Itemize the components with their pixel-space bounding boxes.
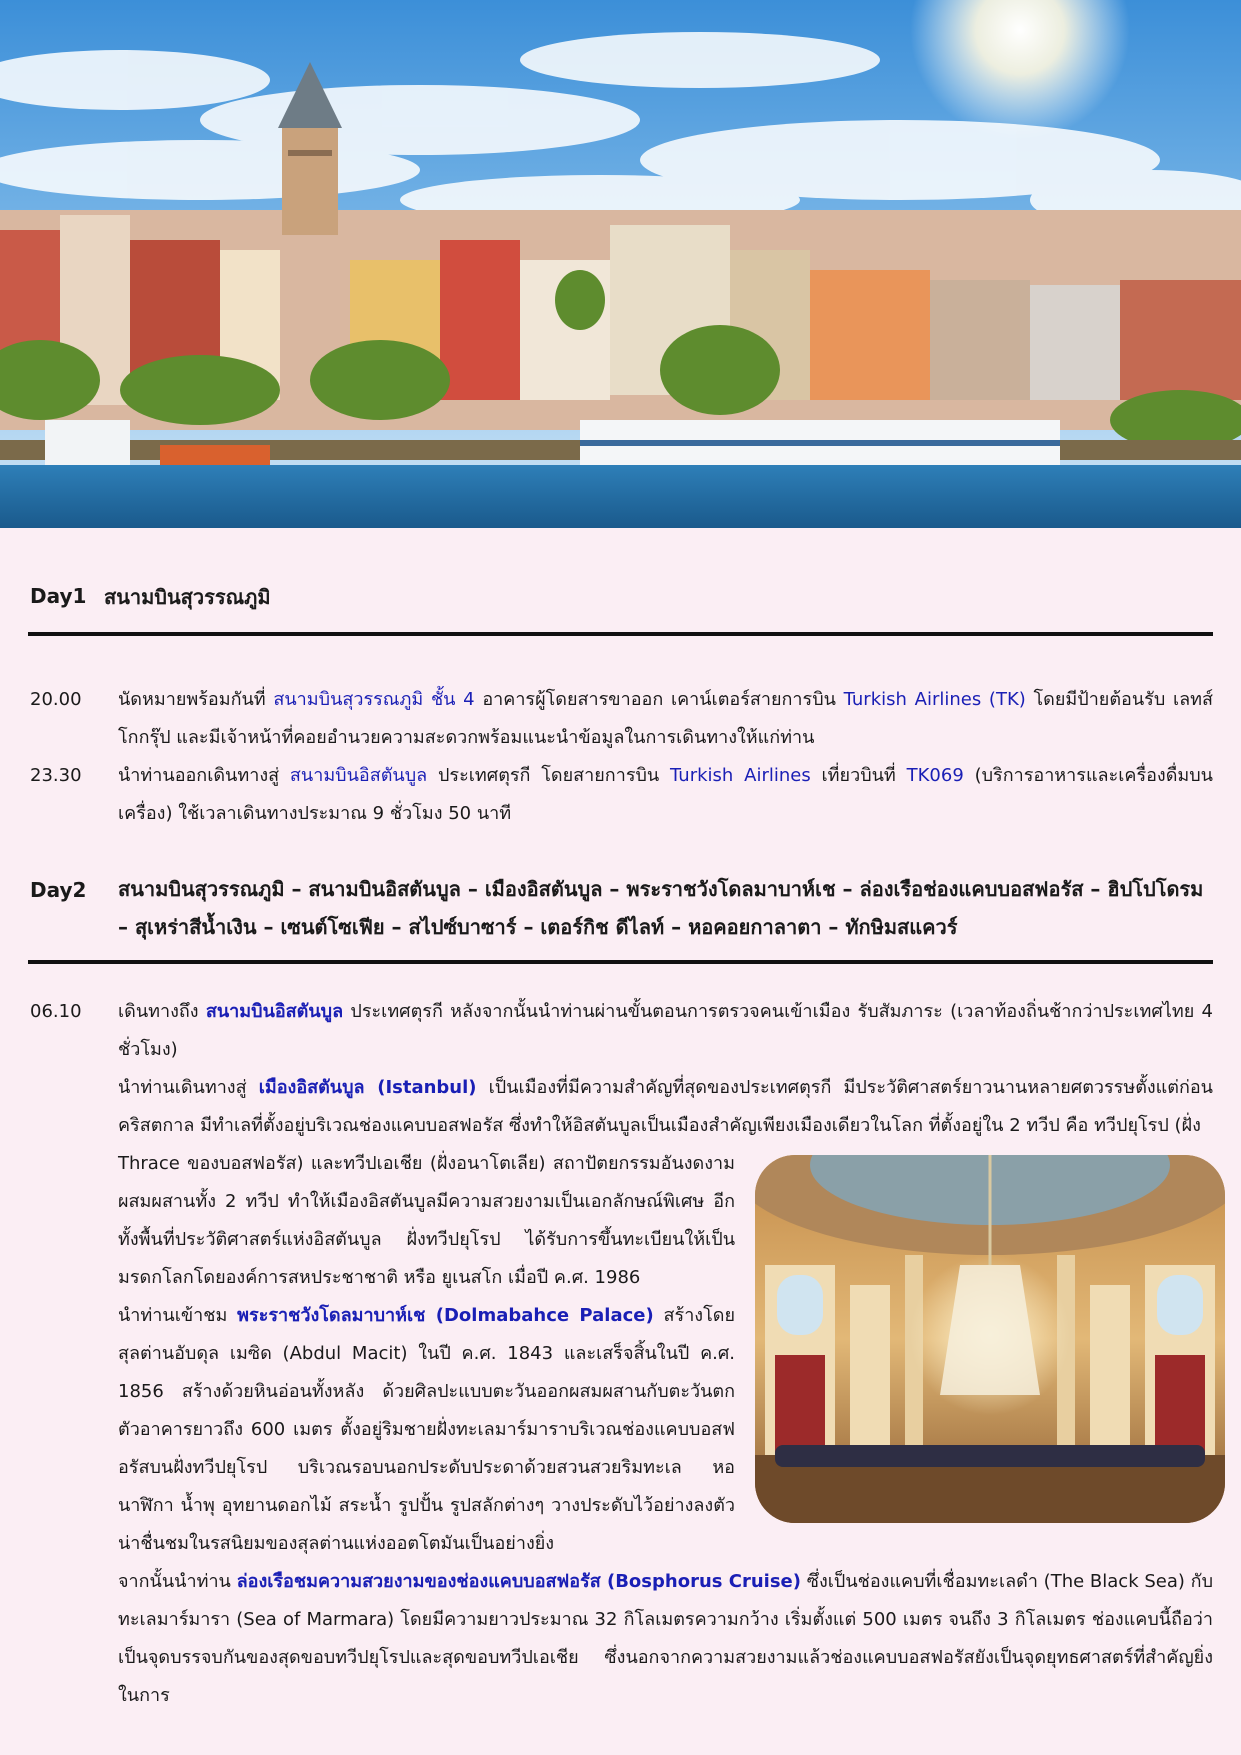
day2-entry-0610 <box>28 993 1213 1069</box>
itinerary-content <box>0 528 1241 1755</box>
airline-link: Turkish Airlines (TK) <box>843 689 1026 710</box>
istanbul-link: เมืองอิสตันบูล (Istanbul) <box>258 1077 477 1098</box>
airport-link: สนามบินอิสตันบูล <box>289 765 428 786</box>
day2-title: สนามบินสุวรรณภูมิ – สนามบินอิสตันบูล – เมืองอิสตันบูล – พระราชวังโดลมาบาห์เช – ล่องเรือช่องแคบบอสฟอรัส – ฮิปโปโดรม – สุเหร่าสีน้ำเงิน – เซนต์โซเฟีย – สไปซ์บาซาร์ – เตอร์กิช ดีไลท์ – หอคอยกาลาตา – ทักษิมสแควร์ <box>118 877 1204 939</box>
day2-label: Day2 <box>30 878 87 902</box>
palace-paragraph: นำท่านเข้าชม พระราชวังโดลมาบาห์เช (Dolmabahce Palace) สร้างโดยสุลต่านอับดุล เมซิด (Abdul Macit) ในปี ค.ศ. 1843 และเสร็จสิ้นในปี ค.ศ. 1856 สร้างด้วยหินอ่อนทั้งหลัง ด้วยศิลปะแบบตะวันออกผสมผสานกับตะวันตก ตัวอาคารยาวถึง 600 เมตร ตั้งอยู่ริมชายฝั่งทะเลมาร์มาราบริเวณช่องแคบบอสฟอรัสบนฝั่งทวีปยุโรป บริเวณรอบนอกประดับประดาด้วยสวนสวยริมทะเล หอนาฬิกา น้ำพุ อุทยานดอกไม้ สระน้ำ รูปปั้น รูปสลักต่างๆ วางประดับไว้อย่างลงตัวน่าชื่นชมในรสนิยมของสุลต่านแห่งออตโตมันเป็นอย่างยิ่ง <box>118 1305 735 1554</box>
entry-time: 23.30 <box>30 765 82 786</box>
cruise-link: ล่องเรือชมความสวยงามของช่องแคบบอสฟอรัส (Bosphorus Cruise) <box>236 1571 801 1592</box>
airport-link: สนามบินสุวรรณภูมิ ชั้น 4 <box>273 689 475 710</box>
entry-time: 20.00 <box>30 689 82 710</box>
airline-link: Turkish Airlines <box>670 765 811 786</box>
dolmabahce-palace-photo <box>755 1155 1225 1523</box>
entry-text: นำท่านออกเดินทางสู่ สนามบินอิสตันบูล ประเทศตุรกี โดยสายการบิน Turkish Airlines เที่ยวบินที่ TK069 (บริการอาหารและเครื่องดื่มบนเครื่อง) ใช้เวลาเดินทางประมาณ 9 ชั่วโมง 50 นาที <box>118 765 1213 824</box>
palace-link: พระราชวังโดลมาบาห์เช (Dolmabahce Palace) <box>237 1305 654 1326</box>
flight-number: TK069 <box>906 765 964 786</box>
day1-label: Day1 <box>30 584 87 608</box>
istanbul-paragraph: นำท่านเดินทางสู่ เมืองอิสตันบูล (Istanbul) เป็นเมืองที่มีความสำคัญที่สุดของประเทศตุรกี มีประวัติศาสตร์ยาวนานหลายศตวรรษตั้งแต่ก่อนคริสตกาล มีทำเลที่ตั้งอยู่บริเวณช่องแคบบอสฟอรัส ซึ่งทำให้อิสตันบูลเป็นเมืองสำคัญเพียงเมืองเดียวในโลก ที่ตั้งอยู่ใน 2 ทวีป คือ ทวีปยุโรป (ฝั่ง <box>118 1077 1213 1136</box>
entry-time: 06.10 <box>30 1001 82 1022</box>
istanbul-paragraph-continued: Thrace ของบอสฟอรัส) และทวีปเอเชีย (ฝั่งอนาโตเลีย) สถาปัตยกรรมอันงดงามผสมผสานทั้ง 2 ทวีป ทำให้เมืองอิสตันบูลมีความสวยงามเป็นเอกลักษณ์พิเศษ อีกทั้งพื้นที่ประวัติศาสตร์แห่งอิสตันบูล ฝั่งทวีปยุโรป ได้รับการขึ้นทะเบียนให้เป็นมรดกโลกโดยองค์การสหประชาชาติ หรือ ยูเนสโก เมื่อปี ค.ศ. 1986 <box>118 1153 735 1288</box>
day1-title: สนามบินสุวรรณภูมิ <box>104 585 271 609</box>
cruise-paragraph: จากนั้นนำท่าน ล่องเรือชมความสวยงามของช่องแคบบอสฟอรัส (Bosphorus Cruise) ซึ่งเป็นช่องแคบที่เชื่อมทะเลดำ (The Black Sea) กับทะเลมาร์มารา (Sea of Marmara) โดยมีความยาวประมาณ 32 กิโลเมตรความกว้าง เริ่มตั้งแต่ 500 เมตร จนถึง 3 กิโลเมตร ช่องแคบนี้ถือว่าเป็นจุดบรรจบกันของสุดขอบทวีปยุโรปและสุดขอบทวีปเอเชีย ซึ่งนอกจากความสวยงามแล้วช่องแคบบอสฟอรัสยังเป็นจุดยุทธศาสตร์ที่สำคัญยิ่งในการ <box>118 1571 1213 1706</box>
day1-entry-2330 <box>28 757 1213 833</box>
day2-header <box>28 870 1213 964</box>
day1-header <box>28 578 1213 636</box>
entry-text: เดินทางถึง สนามบินอิสตันบูล ประเทศตุรกี หลังจากนั้นนำท่านผ่านขั้นตอนการตรวจคนเข้าเมือง รับสัมภาระ (เวลาท้องถิ่นช้ากว่าประเทศไทย 4 ชั่วโมง) <box>118 1001 1213 1060</box>
day1-entry-2000 <box>28 681 1213 757</box>
airport-link: สนามบินอิสตันบูล <box>205 1001 344 1022</box>
istanbul-skyline-photo <box>0 0 1241 528</box>
entry-text: นัดหมายพร้อมกันที่ สนามบินสุวรรณภูมิ ชั้น 4 อาคารผู้โดยสารขาออก เคาน์เตอร์สายการบิน Turkish Airlines (TK) โดยมีป้ายต้อนรับ เลทส์โกกรุ๊ป และมีเจ้าหน้าที่คอยอำนวยความสะดวกพร้อมแนะนำข้อมูลในการเดินทางให้แก่ท่าน <box>118 689 1213 748</box>
